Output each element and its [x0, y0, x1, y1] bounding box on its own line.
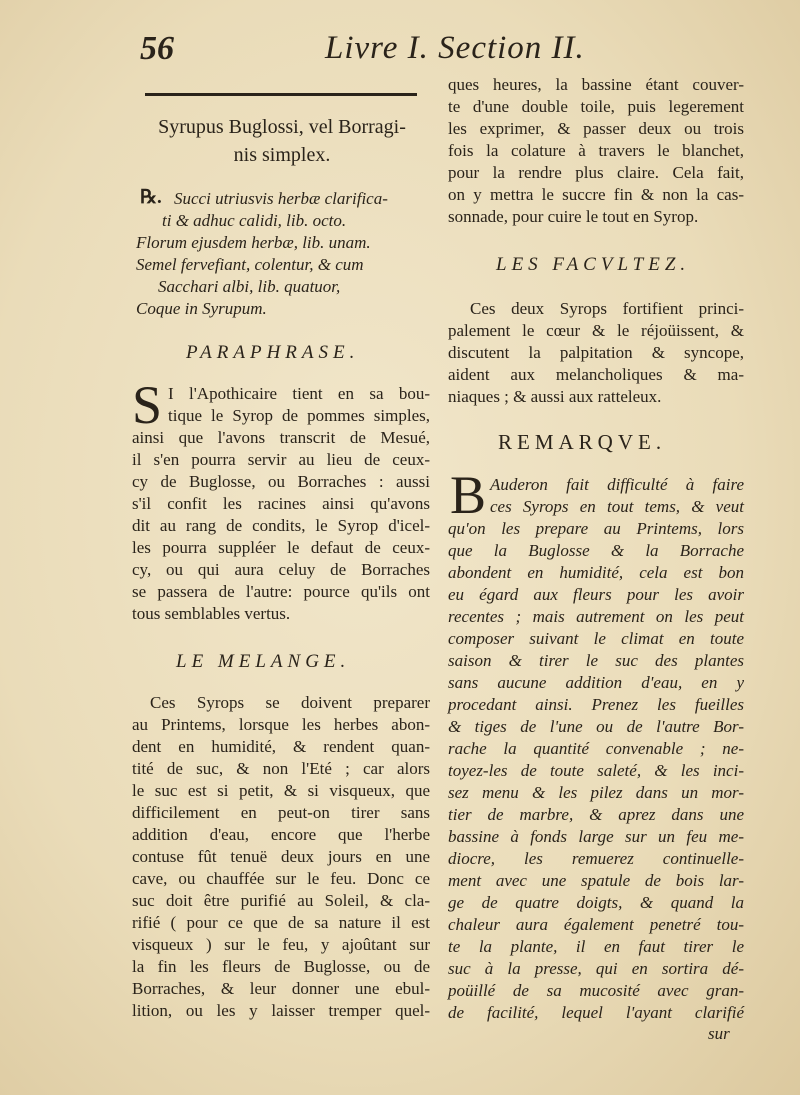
remarque-line: saison & tirer le suc des plantes — [448, 651, 744, 670]
facultez-line: palement le cœur & le réjoüissent, & — [448, 321, 744, 340]
melange-line: difficilement en peut-on tirer sans — [132, 803, 430, 822]
remarque-line: suc à la presse, qui en sortira dé- — [448, 959, 744, 978]
melange-line: le suc est si petit, & si visqueux, que — [132, 781, 430, 800]
remarque-line: diocre, les remuerez continuelle- — [448, 849, 744, 868]
facultez-line: aident aux melancholiques & ma- — [448, 365, 744, 384]
remarque-line: recentes ; mais autrement on les peut — [448, 607, 744, 626]
recipe-line: Coque in Syrupum. — [136, 299, 267, 318]
remarque-line: poüillé de sa mucosité avec gran- — [448, 981, 744, 1000]
remarque-line: de facilité, lequel l'ayant clarifié — [448, 1003, 744, 1022]
recipe-symbol: ℞. — [140, 187, 162, 208]
remarque-line: chaleur aura également penetré tou- — [448, 915, 744, 934]
remarque-line: rache la quantité convenable ; ne- — [448, 739, 744, 758]
remarque-line: qu'on les prepare au Printems, lors — [448, 519, 744, 538]
paraphrase-line: tique le Syrop de pommes simples, — [168, 406, 430, 425]
remarque-line: ces Syrops en tout tems, & veut — [490, 497, 744, 516]
melange-line: au Printems, lorsque les herbes abon- — [132, 715, 430, 734]
melange-heading: LE MELANGE. — [176, 651, 351, 672]
remarque-line: que la Buglosse & la Borrache — [448, 541, 744, 560]
continuation-line: les exprimer, & passer deux ou trois — [448, 119, 744, 138]
continuation-line: te d'une double toile, puis legerement — [448, 97, 744, 116]
melange-line: addition d'eau, encore que l'herbe — [132, 825, 430, 844]
remarque-line: toyez-les de toute saleté, & les inci- — [448, 761, 744, 780]
remarque-line: te la plante, il en faut tirer le — [448, 937, 744, 956]
paraphrase-line: tous semblables vertus. — [132, 604, 291, 623]
melange-line: Borraches, & leur donner une ebul- — [132, 979, 430, 998]
paraphrase-line: se passera de l'autre: pource qu'ils ont — [132, 582, 430, 601]
remarque-line: sez menu & les pilez dans un mor- — [448, 783, 744, 802]
running-head: Livre I. Section II. — [325, 30, 585, 66]
remarque-line: tier de marbre, & aprez dans une — [448, 805, 744, 824]
facultez-line: Ces deux Syrops fortifient princi- — [470, 299, 744, 318]
remarque-line: bassine à fonds large sur un feu me- — [448, 827, 744, 846]
melange-line: cave, ou chauffée sur le feu. Donc ce — [132, 869, 430, 888]
paraphrase-line: les pourra suppléer le defaut de ceux- — [132, 538, 430, 557]
remarque-line: sans aucune addition d'eau, en y — [448, 673, 744, 692]
melange-line: visqueux ) sur le feu, y ajoûtant sur — [132, 935, 430, 954]
facultez-line: discutent la palpitation & syncope, — [448, 343, 744, 362]
paraphrase-line: cy de Buglosse, ou Borraches : aussi — [132, 472, 430, 491]
remarque-dropcap: B — [450, 465, 487, 525]
catchword: sur — [708, 1024, 730, 1043]
recipe-title-line-2: nis simplex. — [233, 144, 331, 166]
facultez-line: niaques ; & aussi aux ratteleux. — [448, 387, 662, 406]
paraphrase-line: il s'en pourra servir au lieu de ceux- — [132, 450, 430, 469]
page-header — [140, 30, 780, 70]
paraphrase-line: ainsi que l'avons transcrit de Mesué, — [132, 428, 430, 447]
paraphrase-line: cy, ou qui aura celuy de Borraches — [132, 560, 430, 579]
continuation-line: ques heures, la bassine étant couver- — [448, 75, 744, 94]
recipe-line: Succi utriusvis herbæ clarifica- — [174, 189, 388, 208]
remarque-line: ment avec une spatule de bois lar- — [448, 871, 744, 890]
remarque-line: composer suivant le climat en toute — [448, 629, 744, 648]
title-rule — [145, 93, 417, 96]
continuation-line: fois la colature à travers le blanchet, — [448, 141, 744, 160]
recipe-line: Florum ejusdem herbæ, lib. unam. — [136, 233, 371, 252]
page-number: 56 — [140, 30, 174, 67]
recipe-line: Semel fervefiant, colentur, & cum — [136, 255, 364, 274]
melange-line: la fin les fleurs de Buglosse, ou de — [132, 957, 430, 976]
remarque-line: abondent en humidité, cela est bon — [448, 563, 744, 582]
paraphrase-heading: PARAPHRASE. — [186, 342, 360, 363]
paraphrase-dropcap: S — [132, 375, 163, 435]
melange-line: suc doit être purifié au Soleil, & cla- — [132, 891, 430, 910]
remarque-line: eu égard aux fleurs pour les avoir — [448, 585, 744, 604]
facultez-heading: LES FACVLTEZ. — [496, 254, 691, 275]
paraphrase-line: dit au rang de condits, le Syrop d'icel- — [132, 516, 430, 535]
remarque-line: & tiges de l'une ou de l'autre Bor- — [448, 717, 744, 736]
recipe-line: ti & adhuc calidi, lib. octo. — [162, 211, 347, 230]
paraphrase-line: s'il confit les racines ainsi qu'avons — [132, 494, 430, 513]
remarque-heading: REMARQVE. — [498, 430, 667, 454]
melange-line: contuse fût tenuë deux jours en une — [132, 847, 430, 866]
melange-line: tité de suc, & non l'Eté ; car alors — [132, 759, 430, 778]
continuation-line: on y mettra le succre fin & non la cas- — [448, 185, 744, 204]
melange-line: lition, ou les y laisser tremper quel- — [132, 1001, 430, 1020]
melange-line: dent en humidité, & rendent quan- — [132, 737, 430, 756]
continuation-line: pour la rendre plus claire. Cela fait, — [448, 163, 744, 182]
remarque-line: ge de quatre doigts, & quand la — [448, 893, 744, 912]
paraphrase-line: I l'Apothicaire tient en sa bou- — [168, 384, 430, 403]
recipe-line: Sacchari albi, lib. quatuor, — [158, 277, 341, 296]
remarque-line: procedant ainsi. Prenez les fueilles — [448, 695, 744, 714]
remarque-line: Auderon fait difficulté à faire — [490, 475, 744, 494]
melange-line: rifié ( pour ce que de sa nature il est — [132, 913, 430, 932]
continuation-line: sonnade, pour cuire le tout en Syrop. — [448, 207, 699, 226]
recipe-title-line-1: Syrupus Buglossi, vel Borragi- — [158, 116, 406, 138]
melange-line: Ces Syrops se doivent preparer — [150, 693, 430, 712]
